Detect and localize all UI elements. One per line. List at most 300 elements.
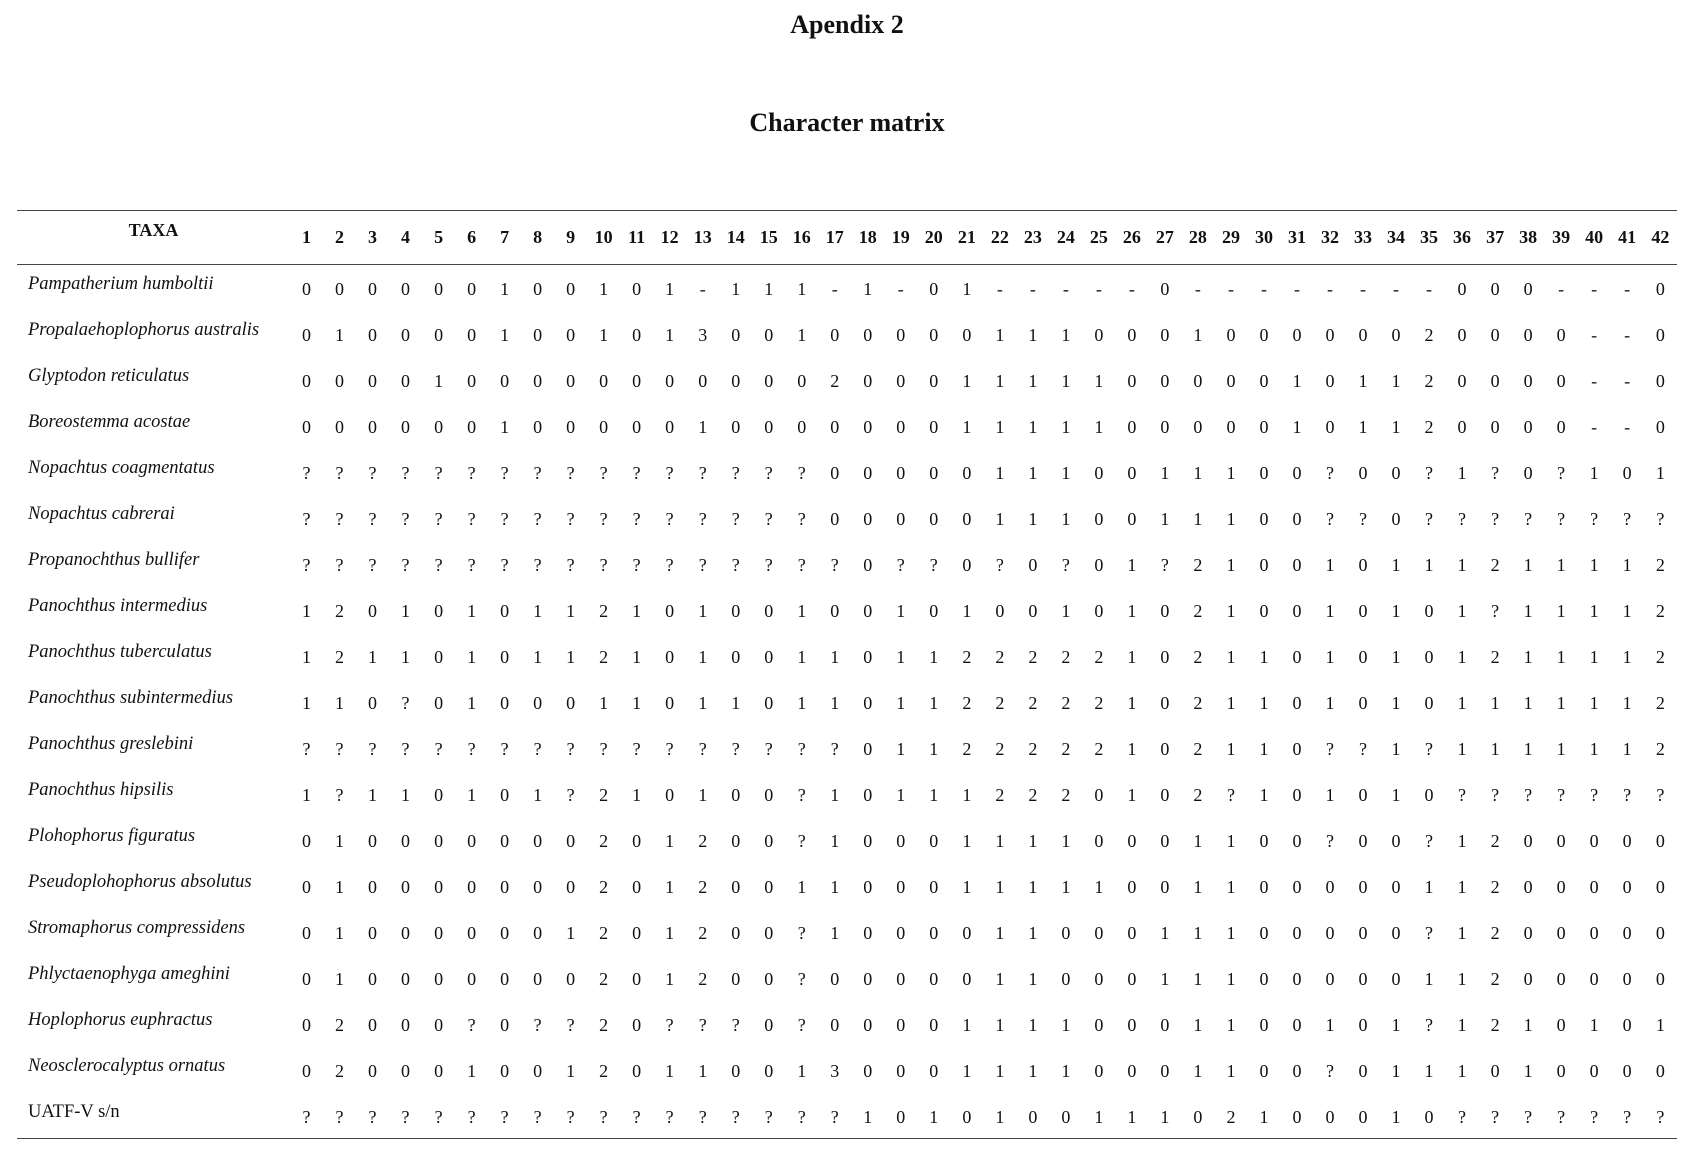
character-state-cell: 1 <box>533 785 543 805</box>
character-number-header: 7 <box>488 211 521 265</box>
character-state-cell: 2 <box>599 1015 609 1035</box>
character-state-cell: 1 <box>896 693 906 713</box>
character-state-cell: 0 <box>1358 1015 1368 1035</box>
character-state-cell: 0 <box>665 693 675 713</box>
character-state-cell: 1 <box>1391 371 1401 391</box>
character-number-header: 10 <box>587 211 620 265</box>
character-state-cell: 0 <box>1292 739 1302 759</box>
character-state-cell: 0 <box>1358 877 1368 897</box>
character-state-cell: 0 <box>1094 1061 1104 1081</box>
character-state-cell: 1 <box>698 417 708 437</box>
taxa-column-header: TAXA <box>17 211 290 265</box>
character-state-cell: - <box>1260 279 1267 300</box>
character-state-cell: 0 <box>1556 969 1566 989</box>
character-state-cell: 0 <box>1490 279 1500 300</box>
character-state-cell: 0 <box>1127 969 1137 989</box>
character-state-cell: ? <box>830 555 839 575</box>
character-state-cell: - <box>1591 325 1598 345</box>
character-state-cell: 0 <box>434 923 444 943</box>
character-state-cell: 2 <box>599 877 609 897</box>
character-state-cell: 1 <box>1391 693 1401 713</box>
character-state-cell: 0 <box>1556 417 1566 437</box>
character-state-cell: 1 <box>566 1061 576 1081</box>
character-state-cell: ? <box>521 1093 554 1139</box>
character-state-cell: 1 <box>1193 969 1203 989</box>
character-state-cell: 0 <box>1655 1061 1665 1081</box>
character-state-cell: 1 <box>632 785 642 805</box>
character-state-cell: ? <box>566 785 575 805</box>
character-state-cell: ? <box>1160 555 1169 575</box>
character-state-cell: 2 <box>1655 647 1665 667</box>
character-state-cell: 0 <box>1127 325 1137 345</box>
character-number-header: 18 <box>851 211 884 265</box>
character-state-cell: 0 <box>401 831 411 851</box>
character-state-cell: ? <box>1491 785 1500 805</box>
character-state-cell: 1 <box>1226 1015 1236 1035</box>
character-state-cell: 0 <box>1655 325 1665 345</box>
character-state-cell: 0 <box>1094 969 1104 989</box>
character-state-cell: 0 <box>434 1015 444 1035</box>
character-state-cell: 0 <box>929 371 939 391</box>
character-state-cell: 1 <box>1193 463 1203 483</box>
character-state-cell: 2 <box>335 1015 345 1035</box>
character-state-cell: 2 <box>1424 371 1434 391</box>
character-state-cell: 1 <box>1193 1015 1203 1035</box>
character-state-cell: ? <box>1656 785 1665 805</box>
character-state-cell: 1 <box>1292 371 1302 391</box>
character-state-cell: 0 <box>500 1061 510 1081</box>
character-state-cell: 0 <box>1622 1061 1632 1081</box>
character-state-cell: ? <box>1446 1093 1479 1139</box>
character-state-cell: 0 <box>830 325 840 345</box>
character-state-cell: ? <box>323 1093 356 1139</box>
character-state-cell: ? <box>653 1093 686 1139</box>
character-number-header: 27 <box>1148 211 1181 265</box>
character-state-cell: ? <box>1325 831 1334 851</box>
character-state-cell: 1 <box>302 601 311 621</box>
character-state-cell: ? <box>1325 463 1334 483</box>
character-state-cell: 0 <box>467 279 477 300</box>
character-state-cell: 1 <box>1556 693 1566 713</box>
character-state-cell: 1 <box>698 693 708 713</box>
character-state-cell: 1 <box>1193 877 1203 897</box>
character-state-cell: 1 <box>1028 831 1038 851</box>
character-state-cell: 1 <box>1259 739 1269 759</box>
character-state-cell: 0 <box>500 969 510 989</box>
character-state-cell: 0 <box>830 969 840 989</box>
character-state-cell: 0 <box>764 923 774 943</box>
character-state-cell: 0 <box>1391 325 1401 345</box>
character-state-cell: ? <box>401 739 410 759</box>
character-state-cell: ? <box>785 1093 818 1139</box>
character-state-cell: ? <box>698 1015 707 1035</box>
character-state-cell: 0 <box>1127 923 1137 943</box>
character-state-cell: 0 <box>1094 509 1104 529</box>
character-state-cell: - <box>1227 279 1234 300</box>
character-state-cell: 1 <box>1061 509 1071 529</box>
character-state-cell: 0 <box>566 969 576 989</box>
character-state-cell: 2 <box>599 785 609 805</box>
character-state-cell: 2 <box>1424 417 1434 437</box>
character-state-cell: 0 <box>896 463 906 483</box>
character-state-cell: 0 <box>929 279 939 300</box>
character-state-cell: 0 <box>500 647 510 667</box>
character-state-cell: 1 <box>500 325 510 345</box>
character-state-cell: 2 <box>1193 555 1203 575</box>
character-state-cell: 1 <box>1061 877 1071 897</box>
character-state-cell: 1 <box>665 831 675 851</box>
character-state-cell: 2 <box>1424 325 1434 345</box>
character-state-cell: 1 <box>1127 785 1137 805</box>
taxon-name: Stromaphorus compressidens <box>28 917 246 938</box>
character-state-cell: 0 <box>500 785 510 805</box>
character-state-cell: ? <box>467 463 476 483</box>
character-state-cell: 0 <box>731 969 741 989</box>
character-state-cell: 1 <box>1226 647 1236 667</box>
taxon-name: Nopachtus cabrerai <box>28 503 175 524</box>
character-state-cell: 1 <box>896 601 906 621</box>
character-state-cell: 1 <box>995 371 1005 391</box>
character-state-cell: 1 <box>1226 463 1236 483</box>
character-state-cell: 0 <box>1160 279 1170 300</box>
character-state-cell: 1 <box>929 739 939 759</box>
character-state-cell: ? <box>1425 1015 1434 1035</box>
character-state-cell: 0 <box>1490 371 1500 391</box>
character-state-cell: 0 <box>929 417 939 437</box>
character-state-cell: 0 <box>764 1061 774 1081</box>
character-state-cell: 0 <box>1292 831 1302 851</box>
character-state-cell: 0 <box>1292 463 1302 483</box>
character-state-cell: 1 <box>1094 877 1104 897</box>
character-state-cell: 0 <box>1292 1061 1302 1081</box>
character-state-cell: 0 <box>764 693 774 713</box>
character-state-cell: 1 <box>1193 831 1203 851</box>
character-number-header: 40 <box>1578 211 1611 265</box>
character-state-cell: 0 <box>1127 831 1137 851</box>
character-state-cell: ? <box>500 555 509 575</box>
character-state-cell: - <box>1426 279 1433 300</box>
character-state-cell: ? <box>302 463 311 483</box>
character-state-cell: 1 <box>1028 1015 1038 1035</box>
character-state-cell: 1 <box>335 923 345 943</box>
character-state-cell: 2 <box>599 601 609 621</box>
character-state-cell: 1 <box>1061 417 1071 437</box>
character-state-cell: 1 <box>1292 417 1302 437</box>
character-state-cell: 0 <box>929 1061 939 1081</box>
character-state-cell: 0 <box>1523 463 1533 483</box>
character-state-cell: 0 <box>929 601 939 621</box>
character-state-cell: 0 <box>1160 371 1170 391</box>
character-state-cell: 0 <box>1259 325 1269 345</box>
character-state-cell: 1 <box>962 831 972 851</box>
character-state-cell: - <box>1194 279 1201 300</box>
character-state-cell: 1 <box>1589 555 1599 575</box>
character-state-cell: 1 <box>467 647 477 667</box>
character-state-cell: 0 <box>632 417 642 437</box>
character-state-cell: 1 <box>1160 509 1170 529</box>
character-state-cell: 1 <box>566 923 576 943</box>
character-state-cell: 2 <box>1028 785 1038 805</box>
character-state-cell: ? <box>335 555 344 575</box>
table-row <box>17 357 1677 403</box>
character-state-cell: 0 <box>434 877 444 897</box>
character-state-cell: 0 <box>896 1061 906 1081</box>
character-state-cell: 2 <box>335 601 345 621</box>
character-state-cell: 1 <box>1226 693 1236 713</box>
character-state-cell: 0 <box>1160 785 1170 805</box>
character-state-cell: 1 <box>1160 923 1170 943</box>
character-state-cell: 0 <box>1259 969 1269 989</box>
character-state-cell: 0 <box>467 831 477 851</box>
character-state-cell: 1 <box>1655 463 1665 483</box>
taxon-name: UATF-V s/n <box>17 1093 290 1139</box>
character-number-header: 13 <box>686 211 719 265</box>
character-state-cell: 2 <box>962 647 972 667</box>
character-state-cell: 1 <box>467 785 477 805</box>
character-state-cell: 2 <box>335 647 345 667</box>
character-state-cell: ? <box>335 739 344 759</box>
character-state-cell: 1 <box>764 279 774 300</box>
character-state-cell: 1 <box>731 693 741 713</box>
table-row <box>17 265 1677 311</box>
character-state-cell: 1 <box>1622 693 1632 713</box>
character-state-cell: 0 <box>533 325 543 345</box>
character-state-cell: 1 <box>929 647 939 667</box>
character-state-cell: 0 <box>929 463 939 483</box>
character-number-header: 22 <box>983 211 1016 265</box>
character-number-header: 19 <box>884 211 917 265</box>
character-state-cell: ? <box>1491 463 1500 483</box>
character-state-cell: 1 <box>1523 1061 1533 1081</box>
character-state-cell: 0 <box>1094 601 1104 621</box>
character-state-cell: 0 <box>863 693 873 713</box>
taxon-name: Propanochthus bullifer <box>28 549 200 570</box>
character-state-cell: ? <box>818 1093 851 1139</box>
character-state-cell: 1 <box>1193 325 1203 345</box>
character-state-cell: 0 <box>1325 969 1335 989</box>
character-state-cell: 0 <box>830 509 840 529</box>
character-matrix-table <box>17 210 1677 1139</box>
character-state-cell: - <box>1128 279 1135 300</box>
character-state-cell: 0 <box>1358 647 1368 667</box>
character-state-cell: 0 <box>1622 923 1632 943</box>
character-state-cell: 0 <box>1358 693 1368 713</box>
character-state-cell: 1 <box>1193 1061 1203 1081</box>
character-state-cell: 1 <box>1325 785 1335 805</box>
character-state-cell: 1 <box>1082 1093 1115 1139</box>
character-state-cell: 0 <box>1391 923 1401 943</box>
character-state-cell: ? <box>434 739 443 759</box>
character-number-header: 23 <box>1016 211 1049 265</box>
character-state-cell: ? <box>797 463 806 483</box>
character-number-header: 14 <box>719 211 752 265</box>
character-state-cell: 0 <box>533 1061 543 1081</box>
character-state-cell: 0 <box>1094 831 1104 851</box>
character-state-cell: 1 <box>1622 739 1632 759</box>
character-state-cell: 0 <box>302 923 311 943</box>
character-number-header: 15 <box>752 211 785 265</box>
character-state-cell: 1 <box>1358 417 1368 437</box>
character-state-cell: 0 <box>434 279 444 300</box>
character-state-cell: 0 <box>434 601 444 621</box>
character-state-cell: 1 <box>962 1015 972 1035</box>
character-state-cell: 0 <box>1413 1093 1446 1139</box>
character-state-cell: ? <box>686 1093 719 1139</box>
character-state-cell: 0 <box>863 1015 873 1035</box>
character-state-cell: 1 <box>1061 371 1071 391</box>
character-state-cell: ? <box>731 739 740 759</box>
character-state-cell: 1 <box>632 693 642 713</box>
character-state-cell: ? <box>1524 785 1533 805</box>
character-state-cell: 0 <box>1292 785 1302 805</box>
character-state-cell: 0 <box>896 831 906 851</box>
character-state-cell: ? <box>467 1015 476 1035</box>
character-state-cell: 2 <box>830 371 840 391</box>
character-state-cell: 0 <box>1259 877 1269 897</box>
character-state-cell: ? <box>620 1093 653 1139</box>
character-state-cell: 0 <box>1160 693 1170 713</box>
character-number-header: 3 <box>356 211 389 265</box>
character-state-cell: 0 <box>632 1015 642 1035</box>
character-state-cell: 1 <box>830 923 840 943</box>
character-state-cell: 0 <box>1259 509 1269 529</box>
appendix-title: Apendix 2 <box>790 10 904 39</box>
character-state-cell: 0 <box>863 969 873 989</box>
character-state-cell: 1 <box>1358 371 1368 391</box>
character-state-cell: - <box>897 279 904 300</box>
character-number-header: 42 <box>1644 211 1677 265</box>
character-state-cell: 1 <box>533 601 543 621</box>
character-state-cell: 0 <box>1061 923 1071 943</box>
character-state-cell: ? <box>797 785 806 805</box>
taxon-name: Panochthus intermedius <box>28 595 208 616</box>
taxon-name: Pampatherium humboltii <box>28 274 214 294</box>
character-state-cell: 0 <box>1325 325 1335 345</box>
taxon-name: Phlyctaenophyga ameghini <box>28 963 230 984</box>
character-state-cell: 2 <box>1655 601 1665 621</box>
character-state-cell: 0 <box>368 1015 378 1035</box>
character-state-cell: 0 <box>1292 877 1302 897</box>
character-state-cell: 0 <box>302 417 311 437</box>
character-state-cell: 0 <box>632 923 642 943</box>
character-state-cell: 2 <box>698 969 708 989</box>
character-state-cell: 2 <box>1028 647 1038 667</box>
character-state-cell: 0 <box>566 325 576 345</box>
character-state-cell: 0 <box>533 279 543 300</box>
character-state-cell: 1 <box>1457 693 1467 713</box>
character-state-cell: 1 <box>896 739 906 759</box>
character-state-cell: 0 <box>665 601 675 621</box>
character-state-cell: 0 <box>1589 1061 1599 1081</box>
taxon-name: Panochthus tuberculatus <box>28 641 212 662</box>
character-state-cell: 0 <box>1028 601 1038 621</box>
character-state-cell: 1 <box>1226 601 1236 621</box>
character-state-cell: 2 <box>1061 693 1071 713</box>
character-state-cell: 1 <box>896 647 906 667</box>
character-state-cell: 1 <box>995 325 1005 345</box>
character-state-cell: 0 <box>566 877 576 897</box>
character-state-cell: 0 <box>434 693 444 713</box>
character-state-cell: 0 <box>1061 969 1071 989</box>
character-state-cell: 0 <box>764 969 774 989</box>
character-state-cell: ? <box>1557 509 1566 529</box>
character-state-cell: 2 <box>995 647 1005 667</box>
character-state-cell: 0 <box>1127 463 1137 483</box>
character-state-cell: ? <box>401 693 410 713</box>
character-state-cell: 1 <box>1028 509 1038 529</box>
character-state-cell: ? <box>368 463 377 483</box>
character-state-cell: 1 <box>1193 509 1203 529</box>
character-state-cell: ? <box>566 463 575 483</box>
character-state-cell: 1 <box>1380 1093 1413 1139</box>
character-state-cell: 1 <box>1391 555 1401 575</box>
character-state-cell: 1 <box>1457 1015 1467 1035</box>
character-state-cell: 0 <box>863 463 873 483</box>
character-state-cell: 0 <box>533 923 543 943</box>
character-state-cell: ? <box>698 509 707 529</box>
character-state-cell: 3 <box>830 1061 840 1081</box>
character-state-cell: ? <box>698 555 707 575</box>
character-state-cell: 0 <box>1556 1061 1566 1081</box>
character-state-cell: 2 <box>599 647 609 667</box>
table-row <box>17 449 1677 495</box>
character-state-cell: 0 <box>368 417 378 437</box>
character-state-cell: 0 <box>731 923 741 943</box>
character-number-header: 6 <box>455 211 488 265</box>
character-state-cell: ? <box>368 739 377 759</box>
character-state-cell: 1 <box>1457 877 1467 897</box>
character-state-cell: 1 <box>1490 739 1500 759</box>
character-state-cell: ? <box>401 509 410 529</box>
character-state-cell: 0 <box>929 923 939 943</box>
character-state-cell: 1 <box>467 1061 477 1081</box>
character-state-cell: 1 <box>1193 923 1203 943</box>
character-state-cell: 2 <box>1061 785 1071 805</box>
character-state-cell: 0 <box>1094 555 1104 575</box>
character-state-cell: ? <box>665 1015 674 1035</box>
table-row <box>17 863 1677 909</box>
character-state-cell: 2 <box>1094 647 1104 667</box>
character-state-cell: 0 <box>896 877 906 897</box>
character-state-cell: 1 <box>1127 693 1137 713</box>
character-number-header: 28 <box>1181 211 1214 265</box>
character-state-cell: ? <box>896 555 905 575</box>
character-state-cell: ? <box>1325 509 1334 529</box>
character-state-cell: 2 <box>1061 647 1071 667</box>
character-state-cell: 1 <box>1589 601 1599 621</box>
character-state-cell: 0 <box>467 877 477 897</box>
character-state-cell: ? <box>797 509 806 529</box>
character-number-header: 11 <box>620 211 653 265</box>
character-state-cell: - <box>1591 417 1598 437</box>
character-state-cell: 0 <box>335 417 345 437</box>
character-state-cell: ? <box>632 739 641 759</box>
character-state-cell: ? <box>731 1015 740 1035</box>
character-state-cell: 1 <box>1391 601 1401 621</box>
character-state-cell: 1 <box>1391 1061 1401 1081</box>
character-state-cell: 0 <box>665 417 675 437</box>
character-state-cell: - <box>1624 279 1631 300</box>
character-state-cell: ? <box>1491 601 1500 621</box>
character-state-cell: 0 <box>797 417 807 437</box>
character-state-cell: - <box>1624 417 1631 437</box>
character-state-cell: 0 <box>863 831 873 851</box>
character-state-cell: 0 <box>1259 831 1269 851</box>
character-state-cell: 0 <box>1589 831 1599 851</box>
character-number-header: 34 <box>1380 211 1413 265</box>
character-state-cell: 1 <box>1622 601 1632 621</box>
character-state-cell: 0 <box>632 371 642 391</box>
